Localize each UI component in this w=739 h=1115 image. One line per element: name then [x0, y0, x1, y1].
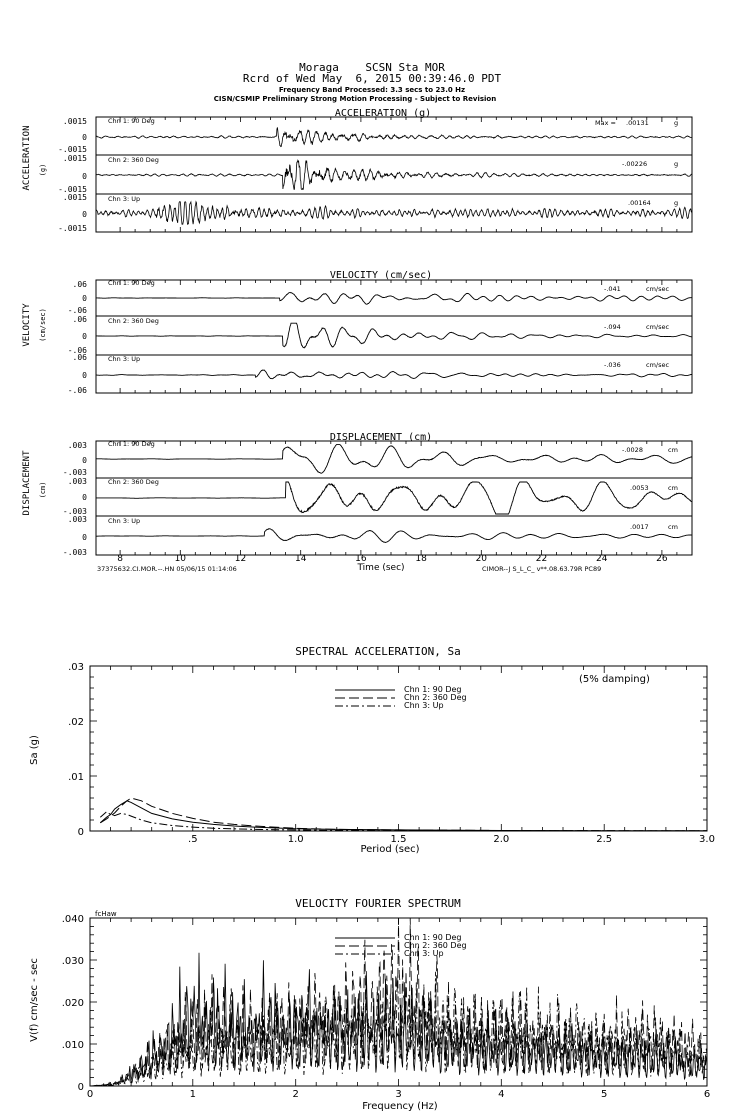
- channel-panel: [68, 306, 692, 348]
- y-tick-label: .0015: [62, 154, 87, 163]
- x-tick-label: 24: [595, 554, 608, 564]
- max-unit: cm/sec: [646, 361, 670, 369]
- y-tick-label: .02: [68, 717, 84, 728]
- report-header: [214, 61, 502, 103]
- series-line: [100, 798, 707, 831]
- waveform-trace: [96, 370, 692, 379]
- channel-label: Chn 3: Up: [108, 517, 141, 525]
- x-tick-label: 8: [117, 554, 123, 564]
- legend-label: Chn 1: 90 Deg: [404, 933, 462, 942]
- max-value: .00164: [628, 199, 651, 207]
- max-value: -.0028: [622, 446, 643, 454]
- x-tick-label: 18: [415, 554, 427, 564]
- y-tick-label: .030: [61, 956, 84, 967]
- max-unit: cm: [668, 484, 678, 492]
- y-tick-label: 0: [82, 210, 87, 219]
- y-tick-label: -.003: [62, 468, 87, 477]
- damping-note: (5% damping): [579, 674, 650, 685]
- y-tick-label: 0: [82, 493, 87, 502]
- series-line: [100, 801, 707, 831]
- legend: [335, 933, 467, 958]
- y-tick-label: .03: [68, 662, 84, 673]
- max-unit: g: [674, 119, 679, 127]
- axis-ticks: [90, 666, 707, 831]
- x-tick-label: 0: [86, 1089, 94, 1100]
- y-tick-label: .010: [61, 1040, 84, 1051]
- y-tick-label: 0: [82, 533, 87, 542]
- channel-label: Chn 3: Up: [108, 355, 141, 363]
- y-tick-label: .01: [68, 772, 84, 783]
- max-unit: cm/sec: [646, 323, 670, 331]
- corner-label: fcHaw: [95, 910, 117, 918]
- y-tick-label: 0: [77, 1082, 84, 1093]
- section-title: ACCELERATION (g): [334, 108, 432, 119]
- x-tick-label: 26: [656, 554, 668, 564]
- legend-label: Chn 3: Up: [404, 949, 444, 958]
- y-tick-label: .003: [67, 515, 87, 524]
- channel-label: Chn 1: 90 Deg: [108, 279, 155, 287]
- legend-label: Chn 2: 360 Deg: [404, 693, 467, 702]
- velocity-fourier-chart: [29, 897, 710, 1112]
- max-value: -.041: [604, 285, 621, 293]
- y-tick-label: .0015: [62, 117, 87, 126]
- legend: [335, 685, 467, 710]
- x-tick-label: 6: [703, 1089, 711, 1100]
- x-tick-labels: [188, 834, 715, 845]
- y-tick-label: .003: [67, 441, 87, 450]
- channel-label: Chn 2: 360 Deg: [108, 317, 159, 325]
- waveform-trace: [96, 529, 692, 543]
- velocity-section: [22, 270, 692, 395]
- x-tick-label: 22: [535, 554, 548, 564]
- y-tick-label: -.0015: [58, 185, 87, 194]
- station-title: Moraga SCSN Sta MOR: [299, 61, 445, 74]
- y-tick-label: .06: [72, 315, 87, 324]
- side-label: ACCELERATION: [22, 125, 32, 191]
- y-tick-label: 0: [82, 133, 87, 142]
- channel-panel: [68, 346, 692, 395]
- x-tick-labels: [87, 1089, 710, 1100]
- chart-title: SPECTRAL ACCELERATION, Sa: [295, 645, 461, 658]
- y-tick-label: 0: [82, 332, 87, 341]
- max-unit: cm: [668, 446, 678, 454]
- y-tick-label: 0: [77, 827, 84, 838]
- displacement-section: [22, 432, 692, 573]
- series-line: [90, 972, 707, 1086]
- max-unit: g: [674, 199, 679, 207]
- x-tick-label: 20: [475, 554, 488, 564]
- x-tick-label: 1: [189, 1089, 196, 1100]
- max-value: .0053: [630, 484, 649, 492]
- series-group: [100, 798, 707, 831]
- max-value: -.036: [604, 361, 621, 369]
- y-tick-label: -.06: [67, 346, 87, 355]
- x-tick-label: 2.5: [596, 834, 613, 845]
- x-tick-label: .5: [188, 834, 198, 845]
- section-title: DISPLACEMENT (cm): [329, 432, 433, 443]
- max-value: -.00226: [622, 160, 648, 168]
- max-value: .00131: [626, 119, 649, 127]
- waveform-trace: [96, 445, 692, 474]
- x-tick-label: 3: [395, 1089, 402, 1100]
- y-tick-label: -.0015: [58, 224, 87, 233]
- x-axis-label: Time (sec): [357, 563, 405, 573]
- x-tick-label: 2.0: [493, 834, 510, 845]
- chart-title: VELOCITY FOURIER SPECTRUM: [295, 897, 461, 910]
- plot-frame: [90, 666, 707, 831]
- processing-id: CIMOR--J S_L_C_ v**.08.63.79R PC89: [482, 565, 602, 573]
- record-id: 37375632.CI.MOR.--.HN 05/06/15 01:14:06: [97, 565, 237, 573]
- waveform-trace: [96, 292, 692, 304]
- max-unit: g: [674, 160, 679, 168]
- y-tick-label: 0: [82, 172, 87, 181]
- channel-label: Chn 2: 360 Deg: [108, 156, 159, 164]
- waveform-trace: [96, 127, 692, 146]
- channel-panel: [68, 440, 692, 473]
- waveform-trace: [96, 323, 692, 348]
- series-group: [90, 918, 707, 1086]
- max-unit: cm/sec: [646, 285, 670, 293]
- channel-label: Chn 3: Up: [108, 195, 141, 203]
- channel-label: Chn 1: 90 Deg: [108, 440, 155, 448]
- y-tick-label: .0015: [62, 193, 87, 202]
- y-tick-label: 0: [82, 371, 87, 380]
- x-tick-label: 16: [355, 554, 367, 564]
- unit-label: (cm/sec): [39, 308, 47, 342]
- legend-label: Chn 3: Up: [404, 701, 444, 710]
- y-tick-label: .06: [72, 280, 87, 289]
- section-title: VELOCITY (cm/sec): [329, 270, 433, 281]
- max-value: -.094: [604, 323, 621, 331]
- x-tick-label: 12: [234, 554, 247, 564]
- y-axis-label: Sa (g): [29, 735, 40, 765]
- x-tick-label: 14: [294, 554, 307, 564]
- x-tick-label: 5: [601, 1089, 608, 1100]
- x-axis-label: Frequency (Hz): [362, 1101, 438, 1112]
- y-tick-label: -.06: [67, 306, 87, 315]
- y-tick-labels: [68, 662, 84, 838]
- series-line: [100, 812, 707, 831]
- max-prefix: Max =: [595, 119, 616, 127]
- channel-label: Chn 1: 90 Deg: [108, 117, 155, 125]
- x-tick-label: 3.0: [699, 834, 715, 845]
- record-time: Rcrd of Wed May 6, 2015 00:39:46.0 PDT: [242, 72, 502, 85]
- y-tick-label: -.003: [62, 507, 87, 516]
- y-axis-label: V(f) cm/sec - sec: [29, 958, 40, 1042]
- y-tick-label: -.0015: [58, 145, 87, 154]
- y-tick-label: -.003: [62, 548, 87, 557]
- channel-panel: [58, 185, 692, 233]
- unit-label: (g): [39, 163, 47, 177]
- waveform-trace: [96, 161, 692, 190]
- y-tick-label: 0: [82, 456, 87, 465]
- x-tick-label: 10: [174, 554, 187, 564]
- y-tick-labels: [62, 914, 84, 1093]
- frequency-band: Frequency Band Processed: 3.3 secs to 23.0 Hz: [278, 86, 466, 94]
- legend-label: Chn 1: 90 Deg: [404, 685, 462, 694]
- channel-panel: [63, 117, 692, 147]
- x-tick-label: 4: [498, 1089, 505, 1100]
- y-tick-label: -.06: [67, 386, 87, 395]
- y-tick-label: .020: [61, 998, 84, 1009]
- x-tick-label: 2: [292, 1089, 299, 1100]
- spectral-acceleration-chart: [29, 645, 715, 855]
- side-label: VELOCITY: [22, 303, 32, 347]
- processing-note: CISN/CSMIP Preliminary Strong Motion Processing - Subject to Revision: [213, 95, 497, 103]
- x-axis-label: Period (sec): [360, 844, 420, 855]
- waveform-trace: [96, 202, 692, 224]
- x-tick-label: 1.5: [390, 834, 407, 845]
- channel-panel: [58, 145, 692, 189]
- max-unit: cm: [668, 523, 678, 531]
- acceleration-section: [22, 108, 692, 233]
- max-value: .0017: [630, 523, 649, 531]
- x-tick-label: 1.0: [287, 834, 304, 845]
- y-tick-label: .06: [72, 353, 87, 362]
- channel-panel: [63, 507, 692, 557]
- waveform-trace: [96, 482, 692, 514]
- y-tick-label: .003: [67, 477, 87, 486]
- y-tick-label: 0: [82, 294, 87, 303]
- unit-label: (cm): [39, 481, 47, 499]
- channel-panel: [63, 468, 692, 514]
- channel-label: Chn 2: 360 Deg: [108, 478, 159, 486]
- side-label: DISPLACEMENT: [22, 450, 32, 516]
- legend-label: Chn 2: 360 Deg: [404, 941, 467, 950]
- y-tick-label: .040: [61, 914, 84, 925]
